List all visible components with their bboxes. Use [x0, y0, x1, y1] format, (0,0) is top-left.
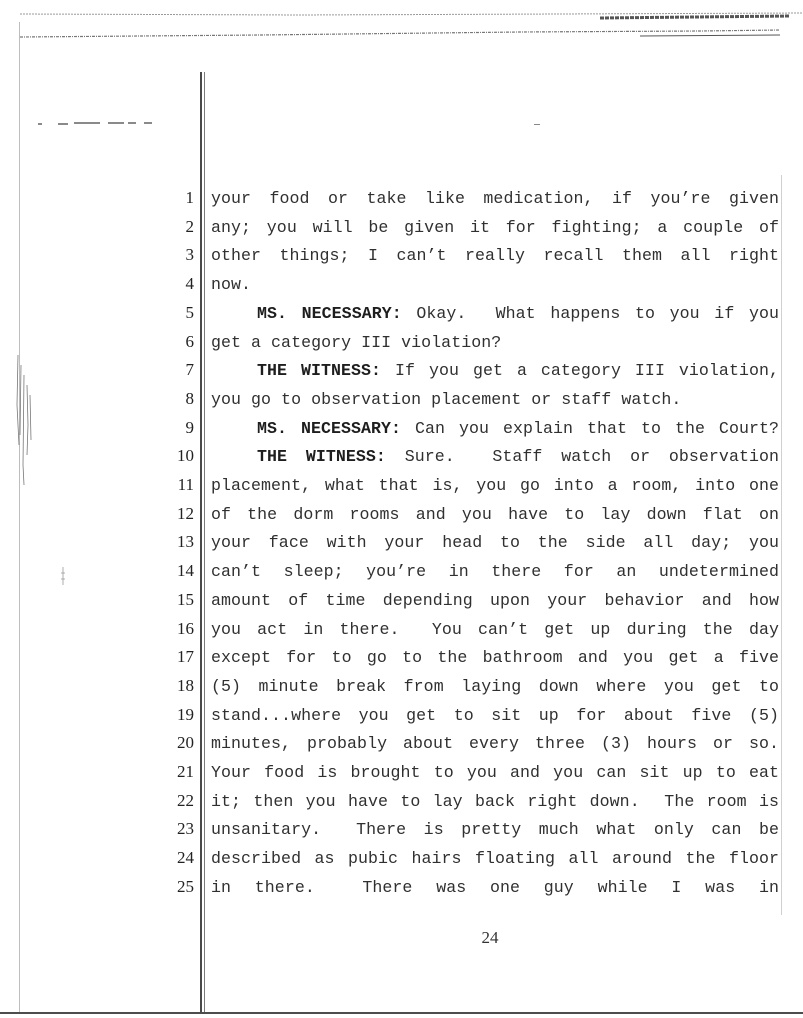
line-text-segment: placement, what that is, you go into a room, into one [211, 476, 779, 495]
line-text [211, 275, 779, 294]
page-number: 24 [481, 928, 499, 947]
transcript-line [0, 415, 803, 444]
speaker-label: THE WITNESS: [257, 361, 382, 381]
line-number: 11 [177, 475, 194, 494]
transcript-line [0, 329, 803, 358]
transcript-line [0, 529, 803, 558]
line-text-segment: Your food is brought to you and you can sit up to eat [211, 763, 779, 782]
line-text-segment: now. [211, 275, 252, 295]
line-text [211, 763, 779, 782]
line-text-segment: in there. There was one guy while I was in [211, 877, 779, 897]
line-text [211, 562, 779, 581]
line-text-segment: other things; I can’t really recall them all right [211, 246, 779, 266]
line-text [211, 218, 779, 237]
line-number: 19 [177, 704, 194, 724]
transcript-line [0, 874, 803, 903]
line-text-segment: If you get a category III violation, [381, 361, 779, 381]
transcript-line [0, 616, 803, 645]
line-text-segment: you act in there. You can’t get up during the day [211, 619, 779, 639]
scan-tick [534, 124, 540, 125]
line-text [211, 246, 779, 265]
transcript-line [0, 702, 803, 731]
line-number: 2 [185, 216, 194, 236]
transcript-line [0, 816, 803, 845]
line-number: 17 [177, 647, 194, 667]
scan-artifact-top [0, 4, 803, 44]
line-number: 21 [177, 762, 194, 781]
line-text-segment: your face with your head to the side all day; you [211, 533, 779, 553]
line-text [211, 734, 779, 753]
line-text [211, 849, 779, 868]
transcript-line [0, 644, 803, 673]
transcript-line [0, 242, 803, 271]
line-text-segment: amount of time depending upon your behavior and how [211, 590, 779, 610]
transcript-line [0, 214, 803, 243]
line-text [211, 189, 779, 208]
line-number: 20 [177, 733, 194, 753]
line-number: 23 [177, 819, 194, 839]
line-text [211, 304, 779, 323]
transcript-line [0, 185, 803, 214]
line-text [211, 591, 779, 610]
transcript-line [0, 443, 803, 472]
line-text [211, 505, 779, 524]
line-text [211, 677, 779, 696]
transcript-line [0, 730, 803, 759]
line-text-segment: Can you explain that to the Court? [401, 418, 779, 438]
line-text-segment: any; you will be given it for fighting; a couple of [211, 217, 779, 237]
line-number: 25 [177, 876, 194, 896]
transcript-line [0, 759, 803, 788]
line-text [211, 447, 779, 466]
line-text [211, 533, 779, 552]
line-text-segment: stand...where you get to sit up for about five (5) [211, 705, 779, 725]
line-number: 1 [185, 188, 194, 207]
transcript-line [0, 587, 803, 616]
line-text [211, 476, 779, 495]
line-text-segment: of the dorm rooms and you have to lay down flat on [211, 504, 779, 524]
transcript-line [0, 271, 803, 300]
line-text-segment: your food or take like medication, if you’re given [211, 189, 779, 208]
speaker-label: THE WITNESS: [257, 447, 386, 467]
line-text-segment: it; then you have to lay back right down. The room is [211, 791, 779, 811]
line-number: 24 [177, 848, 194, 868]
transcript-line [0, 788, 803, 817]
transcript-line [0, 386, 803, 415]
line-text [211, 419, 779, 438]
line-number: 6 [185, 331, 194, 351]
line-number: 3 [185, 245, 194, 265]
line-text [211, 390, 779, 409]
line-text-segment: except for to go to the bathroom and you get a five [211, 648, 779, 668]
line-number: 13 [177, 532, 194, 552]
line-text-segment: get a category III violation? [211, 332, 502, 352]
line-text [211, 648, 779, 667]
line-text [211, 878, 779, 897]
line-text [211, 792, 779, 811]
speaker-label: MS. NECESSARY: [257, 303, 402, 323]
line-text [211, 333, 779, 352]
line-number: 9 [185, 417, 194, 437]
line-text-segment: you go to observation placement or staff watch. [211, 389, 682, 409]
transcript-line [0, 673, 803, 702]
line-number: 5 [185, 302, 194, 322]
transcript-line [0, 845, 803, 874]
transcript-line [0, 558, 803, 587]
line-text-segment: unsanitary. There is pretty much what only can be [211, 820, 779, 840]
line-number: 22 [177, 790, 194, 810]
line-text-segment: Okay. What happens to you if you [401, 303, 779, 323]
line-number: 4 [185, 274, 194, 294]
scan-dash-marks [36, 116, 156, 128]
line-text-segment: Sure. Staff watch or observation [385, 447, 779, 467]
line-number: 15 [177, 589, 194, 609]
speaker-label: MS. NECESSARY: [257, 418, 402, 438]
page-bottom-edge [0, 1012, 803, 1014]
transcript-line [0, 472, 803, 501]
line-number: 7 [185, 360, 194, 380]
line-text-segment: minutes, probably about every three (3) hours or so. [211, 734, 779, 754]
line-number: 14 [177, 561, 194, 581]
transcript-line [0, 501, 803, 530]
line-text [211, 361, 779, 380]
line-text-segment: described as pubic hairs floating all around the floor [211, 849, 779, 869]
line-number: 8 [185, 388, 194, 408]
line-text-segment: (5) minute break from laying down where you get to [211, 676, 779, 696]
line-text-segment: can’t sleep; you’re in there for an undetermined [211, 562, 779, 582]
line-number: 10 [177, 446, 194, 466]
transcript-line [0, 300, 803, 329]
line-text [211, 620, 779, 639]
line-text [211, 706, 779, 725]
transcript-line [0, 357, 803, 386]
line-number: 16 [177, 618, 194, 638]
line-text [211, 820, 779, 839]
line-number: 12 [177, 503, 194, 523]
line-number: 18 [177, 675, 194, 695]
